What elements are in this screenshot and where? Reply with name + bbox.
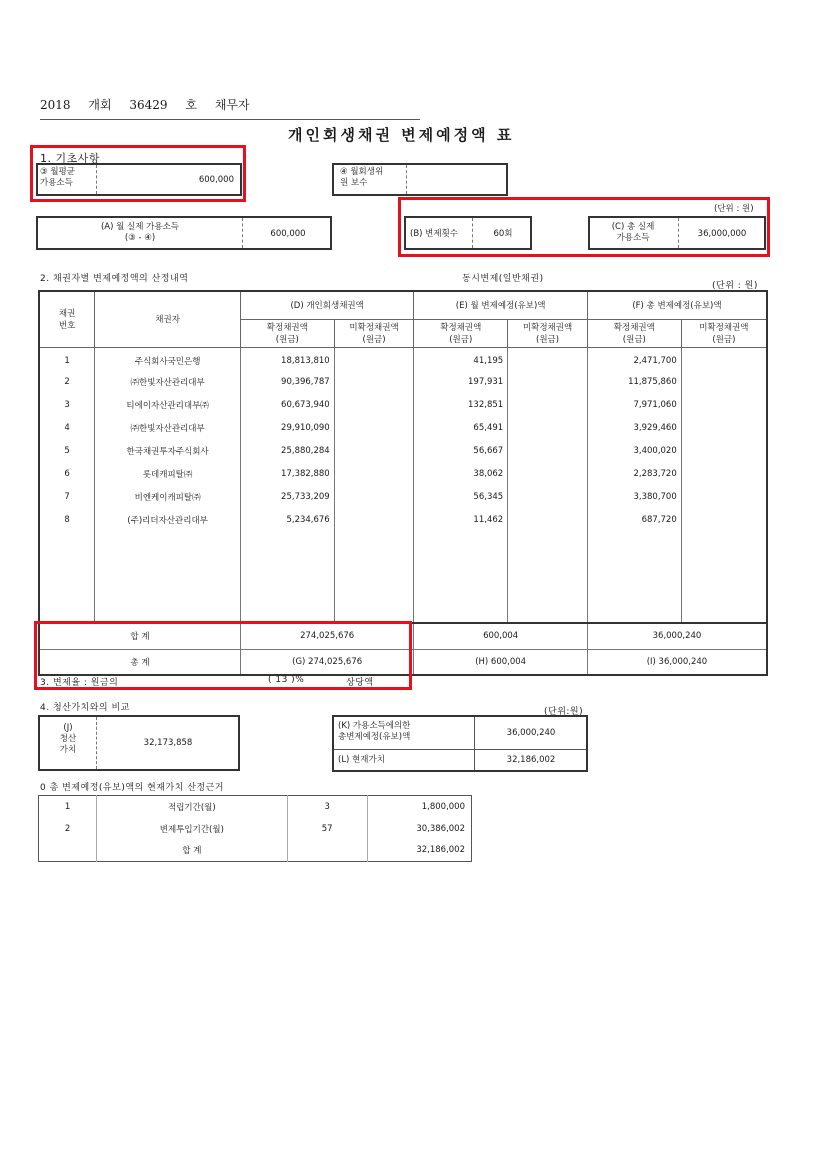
row-d-confirmed: 18,813,810 — [240, 347, 334, 370]
divider — [406, 165, 407, 194]
divider — [472, 218, 473, 248]
divider — [96, 717, 97, 769]
l-label: (L) 현재가치 — [338, 755, 385, 765]
rate-label: 3. 변제율 : 원금의 — [40, 678, 119, 688]
case-court: 개회 — [88, 98, 112, 112]
total-d: (G) 274,025,676 — [240, 649, 413, 675]
page-title: 개인회생채권 변제예정액 표 — [288, 126, 515, 144]
empty-cell — [508, 531, 588, 554]
row-d-unconfirmed — [334, 485, 414, 508]
row-f-unconfirmed — [681, 508, 767, 531]
subtotal-f: 36,000,240 — [587, 623, 767, 649]
empty-cell — [39, 600, 95, 623]
case-year: 2018 — [40, 98, 71, 112]
basis-total-label: 합 계 — [97, 840, 287, 862]
empty-cell — [414, 600, 508, 623]
basis-months: 3 — [287, 796, 367, 818]
header-f: (F) 총 변제예정(유보)액 — [587, 291, 767, 319]
basis-label: 적립기간(월) — [97, 796, 287, 818]
row-d-confirmed: 29,910,090 — [240, 416, 334, 439]
divider — [474, 717, 475, 770]
kl-box — [332, 715, 588, 772]
case-ho: 호 — [185, 98, 197, 112]
basis-no: 2 — [64, 823, 71, 834]
row-creditor: 주식회사국민은행 — [95, 347, 241, 370]
liquidation-title: 4. 청산가치와의 비교 — [40, 703, 130, 713]
b-box — [404, 216, 532, 250]
basis-total-value: 32,186,002 — [367, 840, 471, 862]
row-no: 8 — [39, 508, 95, 531]
row-d-unconfirmed — [334, 439, 414, 462]
divider — [334, 749, 586, 750]
row-d-unconfirmed — [334, 347, 414, 370]
row-d-unconfirmed — [334, 393, 414, 416]
creditor-table — [38, 290, 768, 676]
c-label: (C) 총 실제 가용소득 — [611, 222, 655, 244]
empty-cell — [508, 577, 588, 600]
basis-title: 0 총 변제예정(유보)액의 현재가치 산정근거 — [40, 783, 224, 793]
k-value: 36,000,240 — [506, 728, 556, 738]
row-e-confirmed: 132,851 — [414, 393, 508, 416]
row-f-unconfirmed — [681, 485, 767, 508]
row-d-confirmed: 60,673,940 — [240, 393, 334, 416]
b-label: (B) 변제횟수 — [410, 229, 459, 239]
table-row — [39, 508, 767, 531]
k-label: (K) 가용소득에의한 총변제예정(유보)액 — [338, 721, 411, 743]
table-row-empty — [39, 577, 767, 600]
empty-cell — [334, 554, 414, 577]
empty-cell — [240, 531, 334, 554]
row-e-confirmed: 56,345 — [414, 485, 508, 508]
basis-no: 1 — [64, 801, 71, 812]
case-party: 채무자 — [214, 98, 250, 112]
row-d-unconfirmed — [334, 416, 414, 439]
income-label: ③ 월평균 가용소득 — [40, 167, 75, 189]
subtotal-label: 합 계 — [39, 623, 240, 649]
empty-cell — [508, 600, 588, 623]
empty-cell — [39, 554, 95, 577]
row-e-confirmed: 41,195 — [414, 347, 508, 370]
row-e-confirmed: 38,062 — [414, 462, 508, 485]
empty-cell — [39, 577, 95, 600]
empty-cell — [414, 577, 508, 600]
basis-row — [39, 796, 472, 818]
row-e-unconfirmed — [508, 370, 588, 393]
row-creditor: (주)리더자산관리대부 — [95, 508, 241, 531]
basis-months: 57 — [287, 818, 367, 840]
row-e-unconfirmed — [508, 416, 588, 439]
row-creditor: 롯데캐피탈㈜ — [95, 462, 241, 485]
basic-section-title: 1. 기초사항 — [40, 152, 100, 165]
case-number: 36429 — [129, 98, 168, 112]
row-no: 1 — [39, 347, 95, 370]
row-f-confirmed: 2,283,720 — [587, 462, 681, 485]
row-e-confirmed: 56,667 — [414, 439, 508, 462]
table-row — [39, 439, 767, 462]
divider — [678, 218, 679, 248]
empty-cell — [95, 600, 241, 623]
row-no: 6 — [39, 462, 95, 485]
empty-cell — [587, 577, 681, 600]
rate-value: ( 13 )% — [268, 675, 305, 685]
row-creditor: 비엔케이캐피탈㈜ — [95, 485, 241, 508]
row-creditor: ㈜한빛자산관리대부 — [95, 416, 241, 439]
empty-cell — [681, 577, 767, 600]
row-f-unconfirmed — [681, 462, 767, 485]
total-label: 총 계 — [39, 649, 240, 675]
empty-cell — [681, 531, 767, 554]
empty-cell — [414, 554, 508, 577]
row-f-confirmed: 3,400,020 — [587, 439, 681, 462]
row-no: 7 — [39, 485, 95, 508]
row-f-unconfirmed — [681, 416, 767, 439]
row-creditor: 티에이자산관리대부㈜ — [95, 393, 241, 416]
row-d-confirmed: 17,382,880 — [240, 462, 334, 485]
row-e-unconfirmed — [508, 462, 588, 485]
a-label: (A) 월 실제 가용소득 (③ - ④) — [100, 222, 180, 244]
row-no: 5 — [39, 439, 95, 462]
j-box — [38, 715, 240, 771]
table-row — [39, 485, 767, 508]
row-f-unconfirmed — [681, 347, 767, 370]
creditors-section-title: 2. 채권자별 변제예정액의 산정내역 — [40, 274, 189, 284]
header-d-unconfirmed: 미확정채권액 (원금) — [334, 319, 414, 347]
divider — [242, 218, 243, 248]
table-row — [39, 462, 767, 485]
living-box — [332, 163, 508, 196]
row-no: 2 — [39, 370, 95, 393]
basis-blank — [287, 840, 367, 862]
empty-cell — [95, 554, 241, 577]
empty-cell — [334, 600, 414, 623]
l-value: 32,186,002 — [506, 755, 556, 765]
header-f-unconfirmed: 미확정채권액 (원금) — [681, 319, 767, 347]
row-d-unconfirmed — [334, 462, 414, 485]
liquidation-unit: (단위:원) — [544, 707, 584, 717]
row-no: 4 — [39, 416, 95, 439]
row-e-confirmed: 11,462 — [414, 508, 508, 531]
creditors-unit: (단위 : 원) — [712, 281, 758, 291]
income-value: 600,000 — [198, 175, 234, 185]
row-d-confirmed: 25,733,209 — [240, 485, 334, 508]
row-creditor: 한국채권투자주식회사 — [95, 439, 241, 462]
rate-suffix: 상당액 — [346, 678, 374, 688]
table-row — [39, 416, 767, 439]
table-row — [39, 370, 767, 393]
row-f-unconfirmed — [681, 370, 767, 393]
j-value: 32,173,858 — [143, 738, 193, 748]
empty-cell — [39, 531, 95, 554]
row-no: 3 — [39, 393, 95, 416]
table-row-empty — [39, 554, 767, 577]
row-f-unconfirmed — [681, 439, 767, 462]
table-row-empty — [39, 600, 767, 623]
case-header — [40, 96, 420, 120]
income-box — [36, 163, 242, 196]
table-row — [39, 393, 767, 416]
header-e-confirmed: 확정채권액 (원금) — [414, 319, 508, 347]
j-label: (J) 청산 가치 — [59, 723, 77, 756]
row-f-confirmed: 687,720 — [587, 508, 681, 531]
row-f-confirmed: 11,875,860 — [587, 370, 681, 393]
empty-cell — [334, 577, 414, 600]
empty-cell — [587, 554, 681, 577]
empty-cell — [508, 554, 588, 577]
row-d-confirmed: 5,234,676 — [240, 508, 334, 531]
row-f-confirmed: 2,471,700 — [587, 347, 681, 370]
row-e-unconfirmed — [508, 485, 588, 508]
empty-cell — [240, 600, 334, 623]
header-f-confirmed: 확정채권액 (원금) — [587, 319, 681, 347]
row-f-confirmed: 3,929,460 — [587, 416, 681, 439]
row-e-unconfirmed — [508, 393, 588, 416]
table-row — [39, 347, 767, 370]
subtotal-d: 274,025,676 — [240, 623, 413, 649]
basis-blank — [39, 840, 97, 862]
basis-value: 30,386,002 — [367, 818, 471, 840]
empty-cell — [240, 577, 334, 600]
header-d-confirmed: 확정채권액 (원금) — [240, 319, 334, 347]
payment-method: 동시변제(일반채권) — [462, 274, 544, 284]
row-d-confirmed: 25,880,284 — [240, 439, 334, 462]
header-e: (E) 월 변제예정(유보)액 — [414, 291, 588, 319]
row-e-confirmed: 65,491 — [414, 416, 508, 439]
basis-row — [39, 818, 472, 840]
basis-table — [38, 795, 472, 862]
row-e-unconfirmed — [508, 508, 588, 531]
subtotal-e: 600,004 — [414, 623, 588, 649]
empty-cell — [681, 600, 767, 623]
living-label: ④ 월회생위 원 보수 — [340, 167, 384, 189]
row-e-unconfirmed — [508, 439, 588, 462]
b-value: 60회 — [493, 229, 513, 239]
row-f-confirmed: 7,971,060 — [587, 393, 681, 416]
total-f: (I) 36,000,240 — [587, 649, 767, 675]
row-e-confirmed: 197,931 — [414, 370, 508, 393]
header-d: (D) 개인회생채권액 — [240, 291, 413, 319]
basis-value: 1,800,000 — [367, 796, 471, 818]
row-d-unconfirmed — [334, 370, 414, 393]
row-e-unconfirmed — [508, 347, 588, 370]
row-f-confirmed: 3,380,700 — [587, 485, 681, 508]
c-value: 36,000,000 — [697, 229, 747, 239]
divider — [96, 165, 97, 194]
empty-cell — [95, 531, 241, 554]
a-box — [36, 216, 332, 250]
header-e-unconfirmed: 미확정채권액 (원금) — [508, 319, 588, 347]
empty-cell — [240, 554, 334, 577]
total-e: (H) 600,004 — [414, 649, 588, 675]
a-value: 600,000 — [270, 229, 306, 239]
basis-label: 변제투입기간(월) — [97, 818, 287, 840]
unit-label: (단위 : 원) — [714, 204, 754, 214]
empty-cell — [681, 554, 767, 577]
row-creditor: ㈜한빛자산관리대부 — [95, 370, 241, 393]
row-d-unconfirmed — [334, 508, 414, 531]
empty-cell — [587, 600, 681, 623]
row-d-confirmed: 90,396,787 — [240, 370, 334, 393]
header-creditor: 채권자 — [95, 291, 241, 347]
table-row-empty — [39, 531, 767, 554]
empty-cell — [334, 531, 414, 554]
empty-cell — [95, 577, 241, 600]
c-box — [588, 216, 766, 250]
header-no: 채권 번호 — [39, 291, 95, 347]
empty-cell — [587, 531, 681, 554]
row-f-unconfirmed — [681, 393, 767, 416]
empty-cell — [414, 531, 508, 554]
